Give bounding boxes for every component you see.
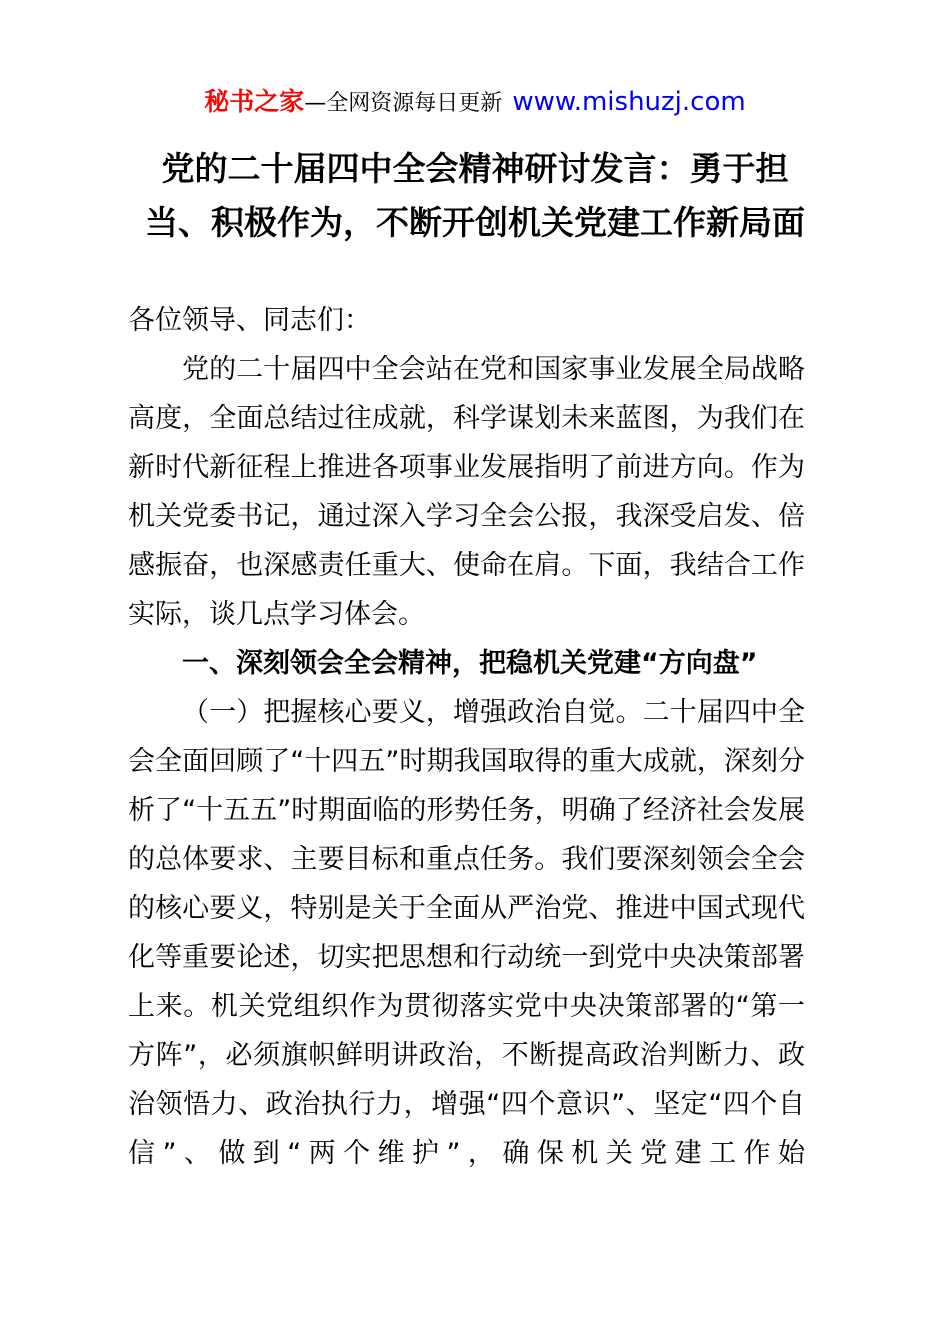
paragraph-salutation: 各位领导、同志们：	[128, 305, 371, 336]
site-tagline: —全网资源每日更新	[304, 91, 503, 116]
document-title-line2: 当、积极作为，不断开创机关党建工作新局面	[145, 203, 805, 242]
site-brand: 秘书之家	[204, 87, 305, 116]
paragraph-intro: 党的二十届四中全会站在党和国家事业发展全局战略高度，全面总结过往成就，科学谋划未来蓝图，为我们在新时代新征程上推进各项事业发展指明了前进方向。作为机关党委书记，通过深入学习全会公报，我深受启发、倍感振奋，也深感责任重大、使命在肩。下面，我结合工作实际，谈几点学习体会。	[128, 354, 805, 630]
document-body	[128, 296, 805, 1178]
site-url[interactable]: www.mishuzj.com	[512, 87, 746, 117]
section-heading: 一、深刻领会全会精神，把稳机关党建“方向盘”	[182, 648, 758, 679]
document-title-line1: 党的二十届四中全会精神研讨发言：勇于担	[161, 149, 789, 188]
site-header	[0, 0, 950, 120]
document-title	[95, 142, 855, 250]
paragraph-section-one: （一）把握核心要义，增强政治自觉。二十届四中全会全面回顾了“十四五”时期我国取得的重大成就，深刻分析了“十五五”时期面临的形势任务，明确了经济社会发展的总体要求、主要目标和重点任务。我们要深刻领会全会的核心要义，特别是关于全面从严治党、推进中国式现代化等重要论述，切实把思想和行动统一到党中央决策部署上来。机关党组织作为贯彻落实党中央决策部署的“第一方阵”，必须旗帜鲜明讲政治，不断提高政治判断力、政治领悟力、政治执行力，增强“四个意识”、坚定“四个自信”、做到“两个维护”，确保机关党建工作始	[128, 697, 805, 1169]
